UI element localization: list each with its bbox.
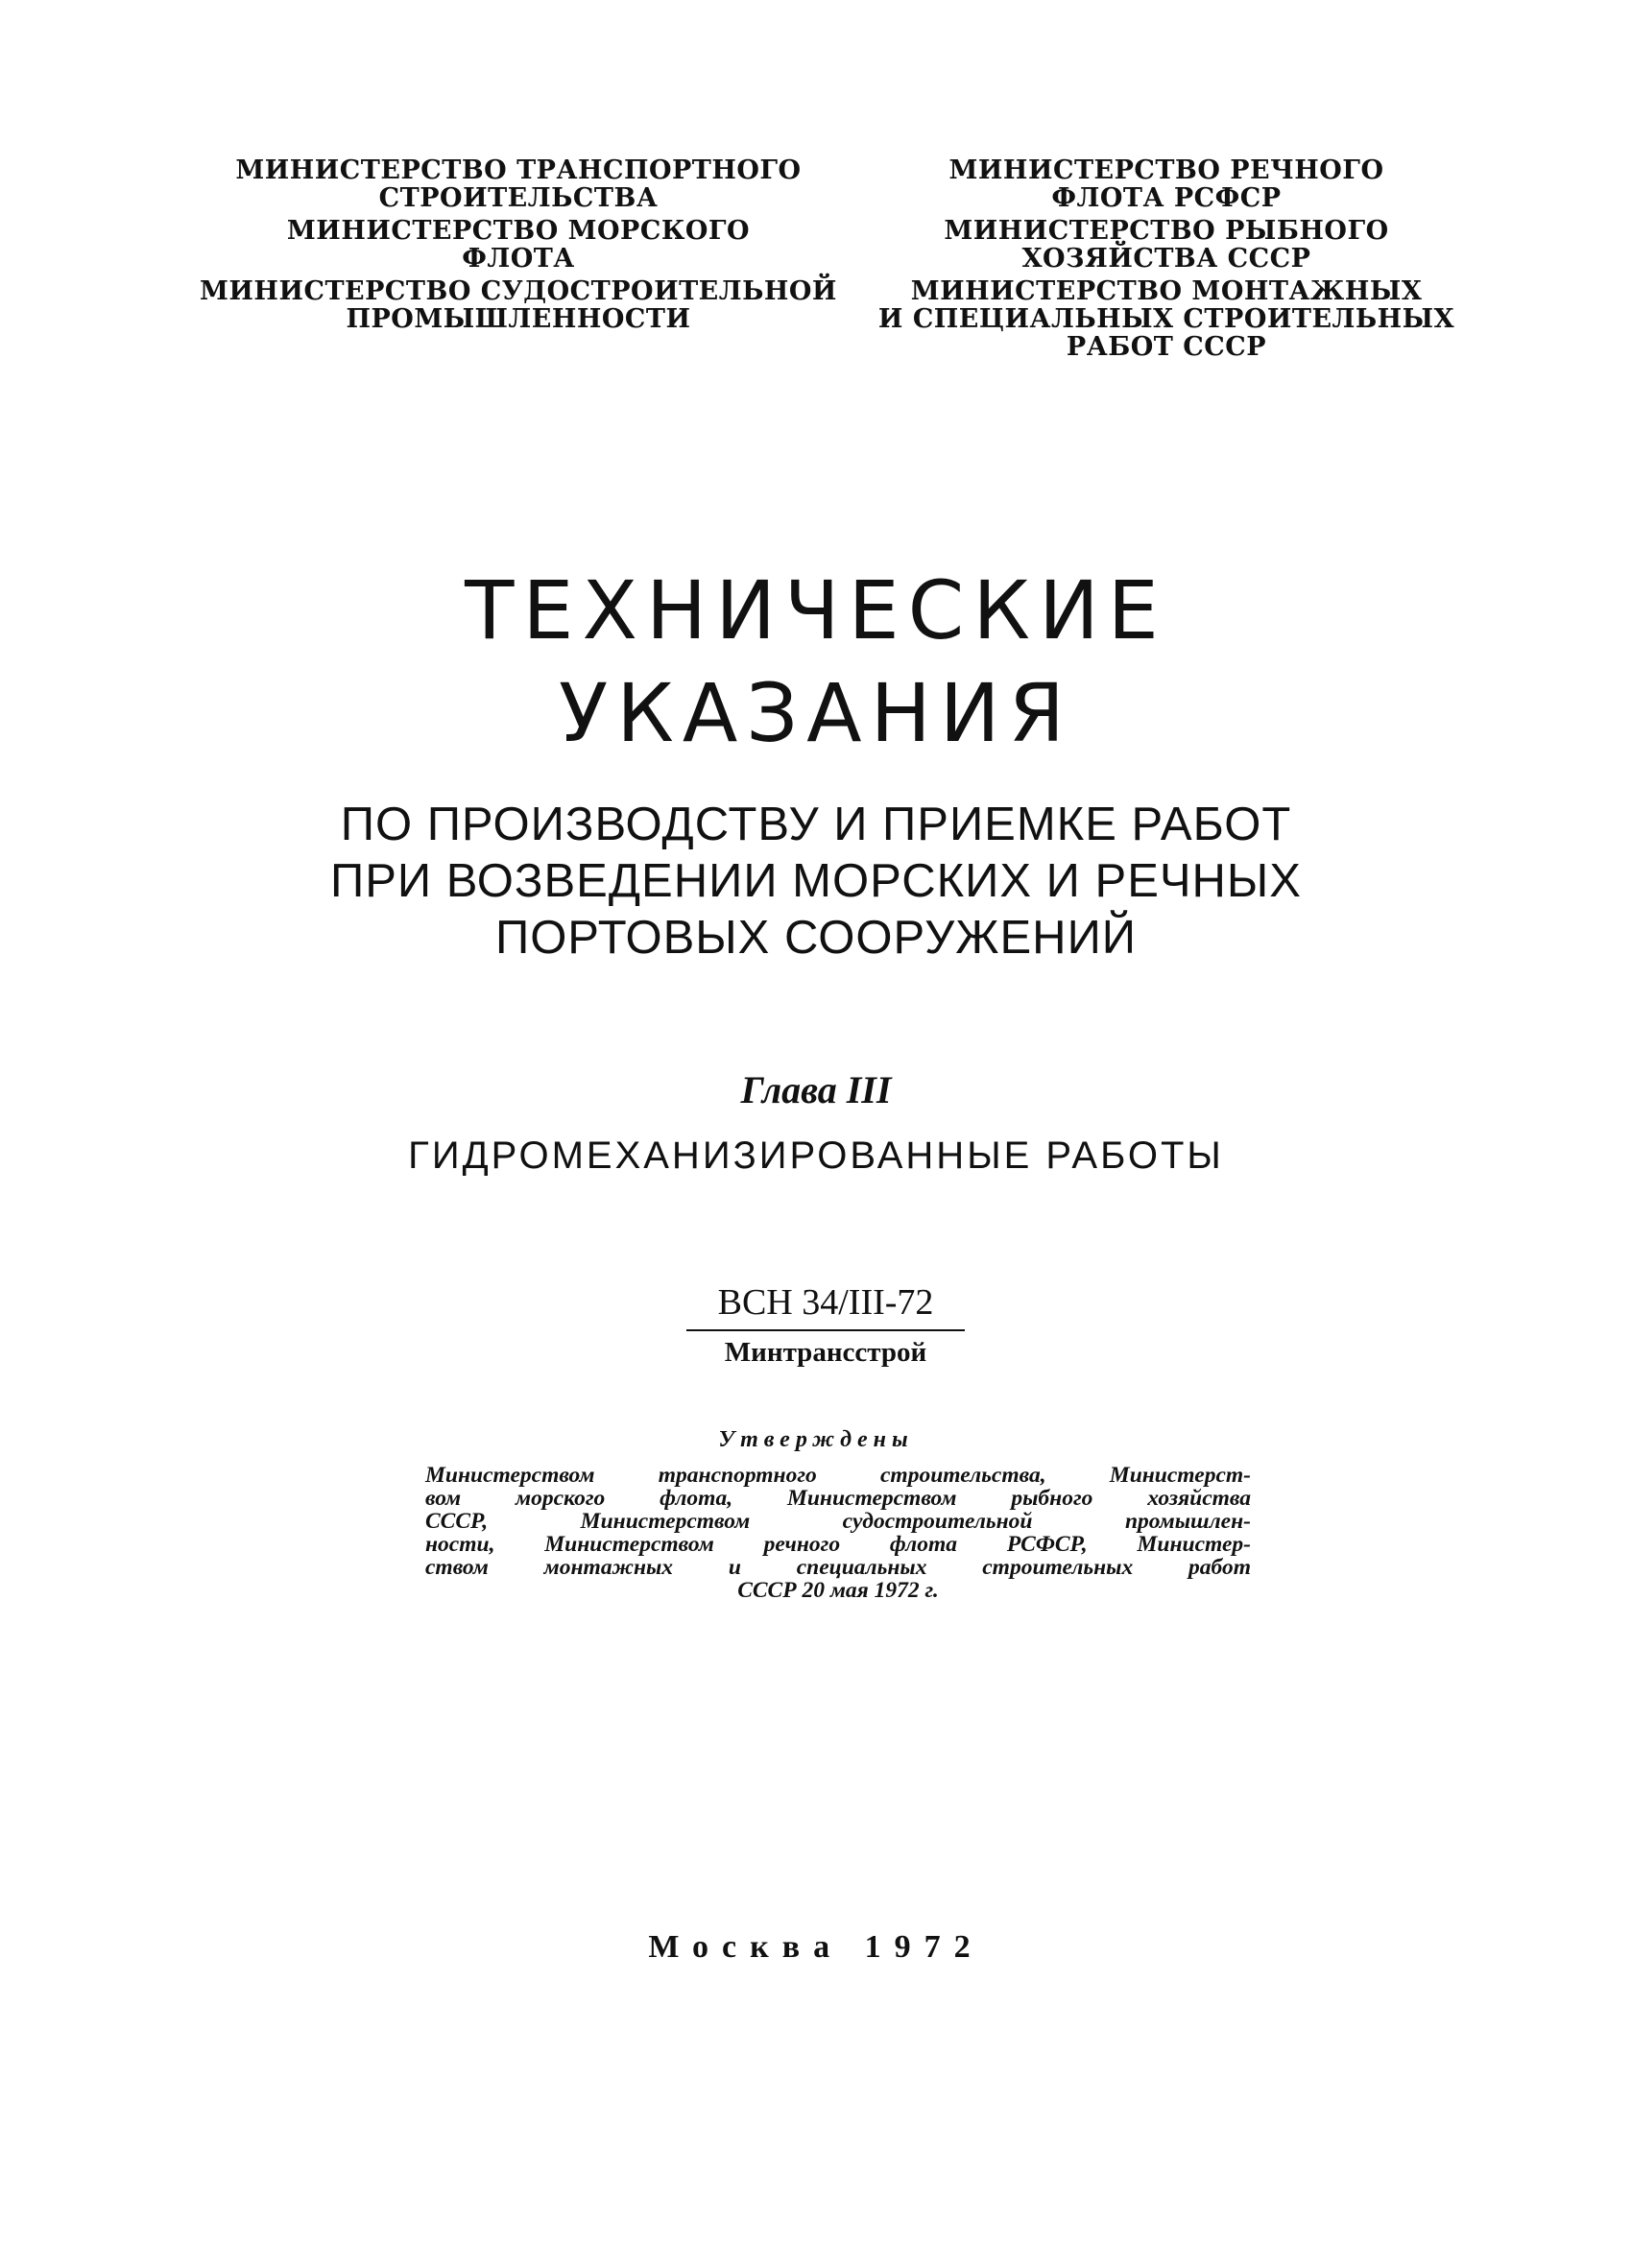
standard-code-block xyxy=(682,1281,970,1369)
ministry-line: И СПЕЦИАЛЬНЫХ СТРОИТЕЛЬНЫХ xyxy=(877,304,1455,334)
approval-line: ности, Министерством речного флота РСФСР, Министер- xyxy=(425,1532,1251,1557)
document-title-line-1: ТЕХНИЧЕСКИЕ xyxy=(465,563,1167,657)
ministry-line: МИНИСТЕРСТВО МОНТАЖНЫХ xyxy=(910,276,1423,306)
subtitle-line: ПОРТОВЫХ СООРУЖЕНИЙ xyxy=(494,912,1138,964)
ministry-line: МИНИСТЕРСТВО МОРСКОГО xyxy=(286,216,751,246)
ministry-marine-fleet xyxy=(192,217,845,273)
ministry-line: ФЛОТА xyxy=(462,244,575,274)
imprint-city-year: Москва 1972 xyxy=(648,1929,984,1965)
ministry-line: СТРОИТЕЛЬСТВА xyxy=(378,183,659,213)
ministry-line: ФЛОТА РСФСР xyxy=(1051,183,1282,213)
chapter-name: ГИДРОМЕХАНИЗИРОВАННЫЕ РАБОТЫ xyxy=(408,1134,1224,1177)
ministry-line: МИНИСТЕРСТВО РЕЧНОГО xyxy=(948,155,1384,185)
subtitle-line: ПРИ ВОЗВЕДЕНИИ МОРСКИХ И РЕЧНЫХ xyxy=(330,855,1302,907)
ministry-line: МИНИСТЕРСТВО РЫБНОГО xyxy=(944,216,1389,246)
approval-line: вом морского флота, Министерством рыбного хозяйства xyxy=(425,1486,1251,1511)
ministry-line: МИНИСТЕРСТВО ТРАНСПОРТНОГО xyxy=(235,155,802,185)
subtitle-line: ПО ПРОИЗВОДСТВУ И ПРИЕМКЕ РАБОТ xyxy=(340,799,1292,850)
ministry-line: ХОЗЯЙСТВА СССР xyxy=(1021,244,1311,274)
standard-code: ВСН 34/III-72 xyxy=(686,1281,965,1331)
ministry-river-fleet xyxy=(835,156,1498,212)
chapter-label: Глава III xyxy=(740,1068,892,1111)
ministry-fisheries xyxy=(835,217,1498,273)
ministry-line: ПРОМЫШЛЕННОСТИ xyxy=(346,304,691,334)
issuing-organization: Минтрансстрой xyxy=(724,1337,927,1368)
approved-label: Утверждены xyxy=(718,1427,914,1452)
ministries-left-column xyxy=(192,156,845,338)
document-subtitle xyxy=(0,797,1632,967)
ministry-installation-works xyxy=(835,277,1498,361)
ministries-right-column xyxy=(835,156,1498,366)
approval-statement xyxy=(425,1464,1251,1602)
approval-line: СССР, Министерством судостроительной промышлен- xyxy=(425,1509,1251,1534)
approval-line: СССР 20 мая 1972 г. xyxy=(737,1578,939,1603)
document-title-line-2: УКАЗАНИЯ xyxy=(559,666,1073,760)
approval-line: ством монтажных и специальных строительных работ xyxy=(425,1555,1251,1580)
ministry-line: РАБОТ СССР xyxy=(1066,332,1267,362)
ministry-shipbuilding xyxy=(192,277,845,333)
ministry-line: МИНИСТЕРСТВО СУДОСТРОИТЕЛЬНОЙ xyxy=(200,276,837,306)
approval-line: Министерством транспортного строительства, Министерст- xyxy=(425,1463,1251,1488)
ministry-transport-construction xyxy=(192,156,845,212)
